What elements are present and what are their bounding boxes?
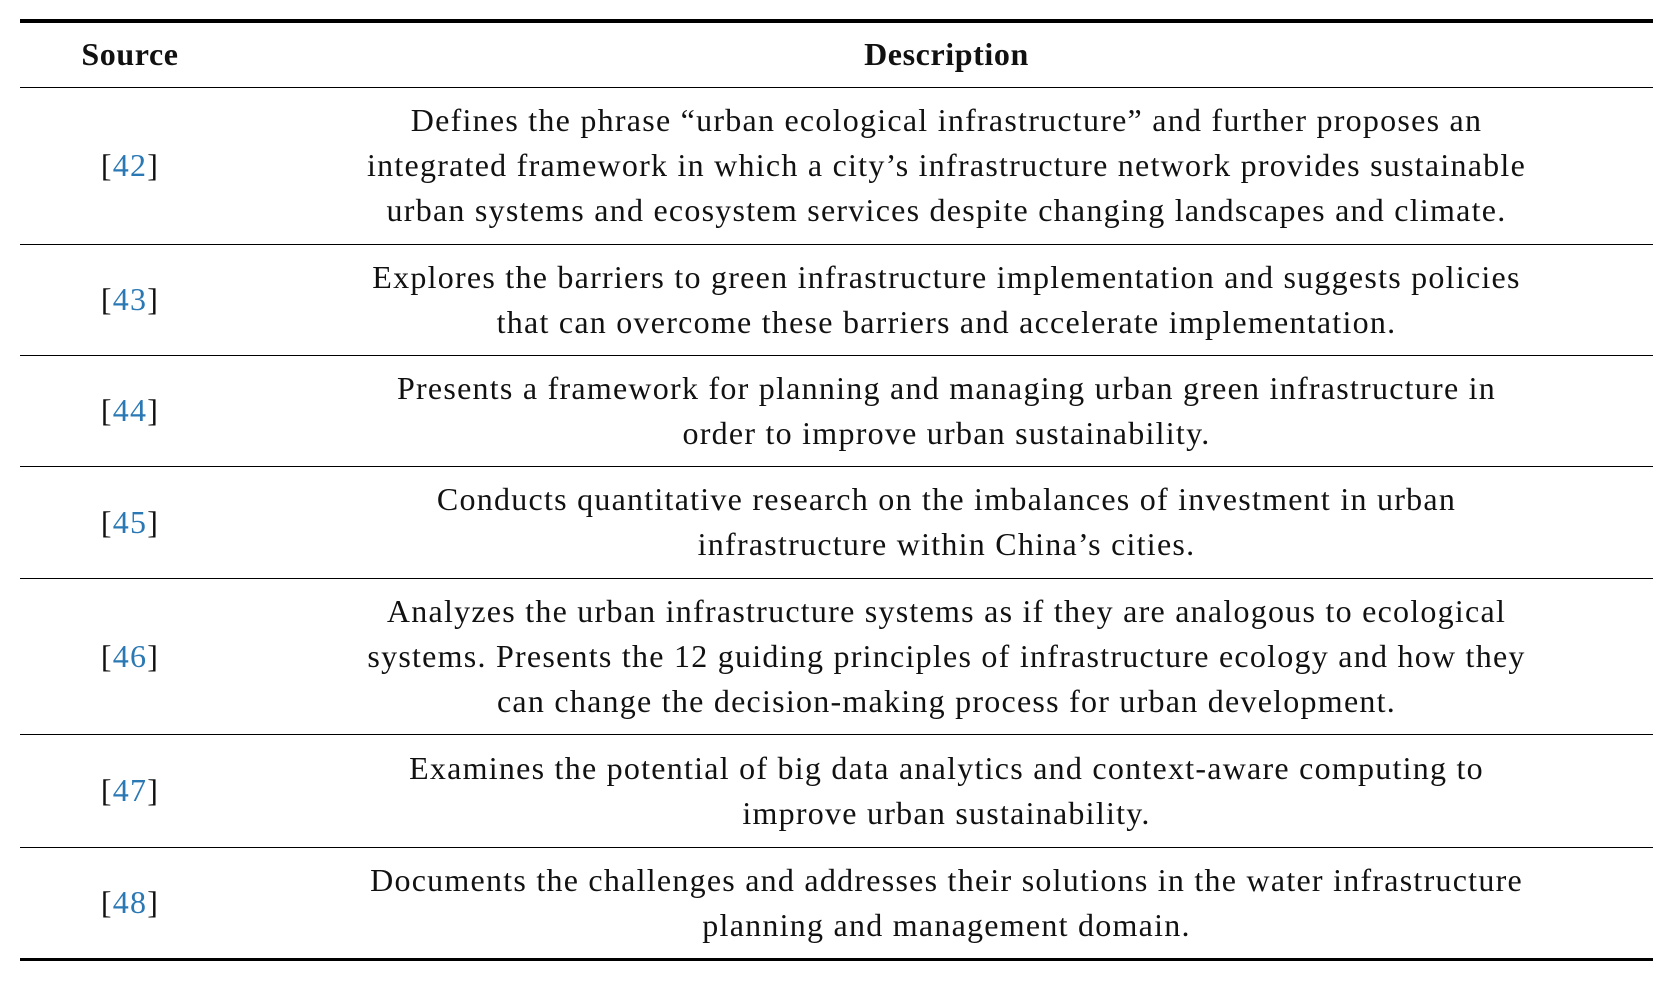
table-row bbox=[20, 355, 1653, 466]
description-cell bbox=[240, 355, 1653, 466]
description-line: order to improve urban sustainability. bbox=[682, 414, 1211, 451]
source-cell: [43] bbox=[100, 281, 160, 317]
header-row bbox=[20, 21, 1653, 87]
source-cell: [48] bbox=[100, 884, 160, 920]
description-line: Conducts quantitative research on the imbalances of investment in urban bbox=[436, 481, 1457, 517]
source-cell: [42] bbox=[100, 147, 160, 183]
table-row bbox=[20, 244, 1653, 355]
table-row bbox=[20, 578, 1653, 734]
reference-link[interactable]: 46 bbox=[112, 637, 148, 674]
source-cell: [45] bbox=[100, 503, 160, 540]
table-row bbox=[20, 847, 1653, 959]
description-line: Documents the challenges and addresses their solutions in the water infrastructure bbox=[370, 861, 1523, 898]
reference-link[interactable]: 44 bbox=[112, 392, 148, 428]
table-row bbox=[20, 734, 1653, 847]
description-cell bbox=[240, 466, 1653, 578]
description-line: integrated framework in which a city’s infrastructure network provides sustainable bbox=[366, 147, 1527, 183]
source-cell: [46] bbox=[100, 637, 160, 674]
description-line: urban systems and ecosystem services despite changing landscapes and climate. bbox=[386, 192, 1507, 228]
description-line: can change the decision-making process for urban development. bbox=[496, 682, 1397, 719]
description-line: Analyzes the urban infrastructure systems as if they are analogous to ecological bbox=[386, 592, 1507, 629]
header-source: Source bbox=[81, 36, 179, 73]
description-line: planning and management domain. bbox=[702, 906, 1191, 943]
description-line: infrastructure within China’s cities. bbox=[697, 526, 1196, 562]
table-row bbox=[20, 466, 1653, 578]
reference-link[interactable]: 47 bbox=[112, 772, 148, 808]
literature-table bbox=[20, 19, 1653, 961]
description-cell bbox=[240, 734, 1653, 847]
header-description: Description bbox=[864, 36, 1029, 73]
description-line: Explores the barriers to green infrastructure implementation and suggests policies bbox=[372, 258, 1521, 295]
description-line: Examines the potential of big data analytics and context-aware computing to bbox=[409, 749, 1484, 786]
description-cell bbox=[240, 578, 1653, 734]
description-cell bbox=[240, 847, 1653, 959]
description-line: systems. Presents the 12 guiding principles of infrastructure ecology and how they bbox=[367, 637, 1526, 674]
source-cell: [47] bbox=[100, 772, 160, 808]
reference-link[interactable]: 48 bbox=[112, 884, 148, 920]
description-line: Defines the phrase “urban ecological infrastructure” and further proposes an bbox=[410, 102, 1483, 138]
description-line: Presents a framework for planning and managing urban green infrastructure in bbox=[396, 369, 1497, 406]
reference-link[interactable]: 43 bbox=[112, 281, 148, 317]
description-cell bbox=[240, 87, 1653, 244]
description-line: that can overcome these barriers and accelerate implementation. bbox=[496, 303, 1397, 340]
description-cell bbox=[240, 244, 1653, 355]
description-line: improve urban sustainability. bbox=[742, 794, 1151, 831]
table-row bbox=[20, 87, 1653, 244]
reference-link[interactable]: 42 bbox=[112, 147, 148, 183]
reference-link[interactable]: 45 bbox=[112, 503, 148, 540]
source-cell: [44] bbox=[100, 392, 160, 428]
